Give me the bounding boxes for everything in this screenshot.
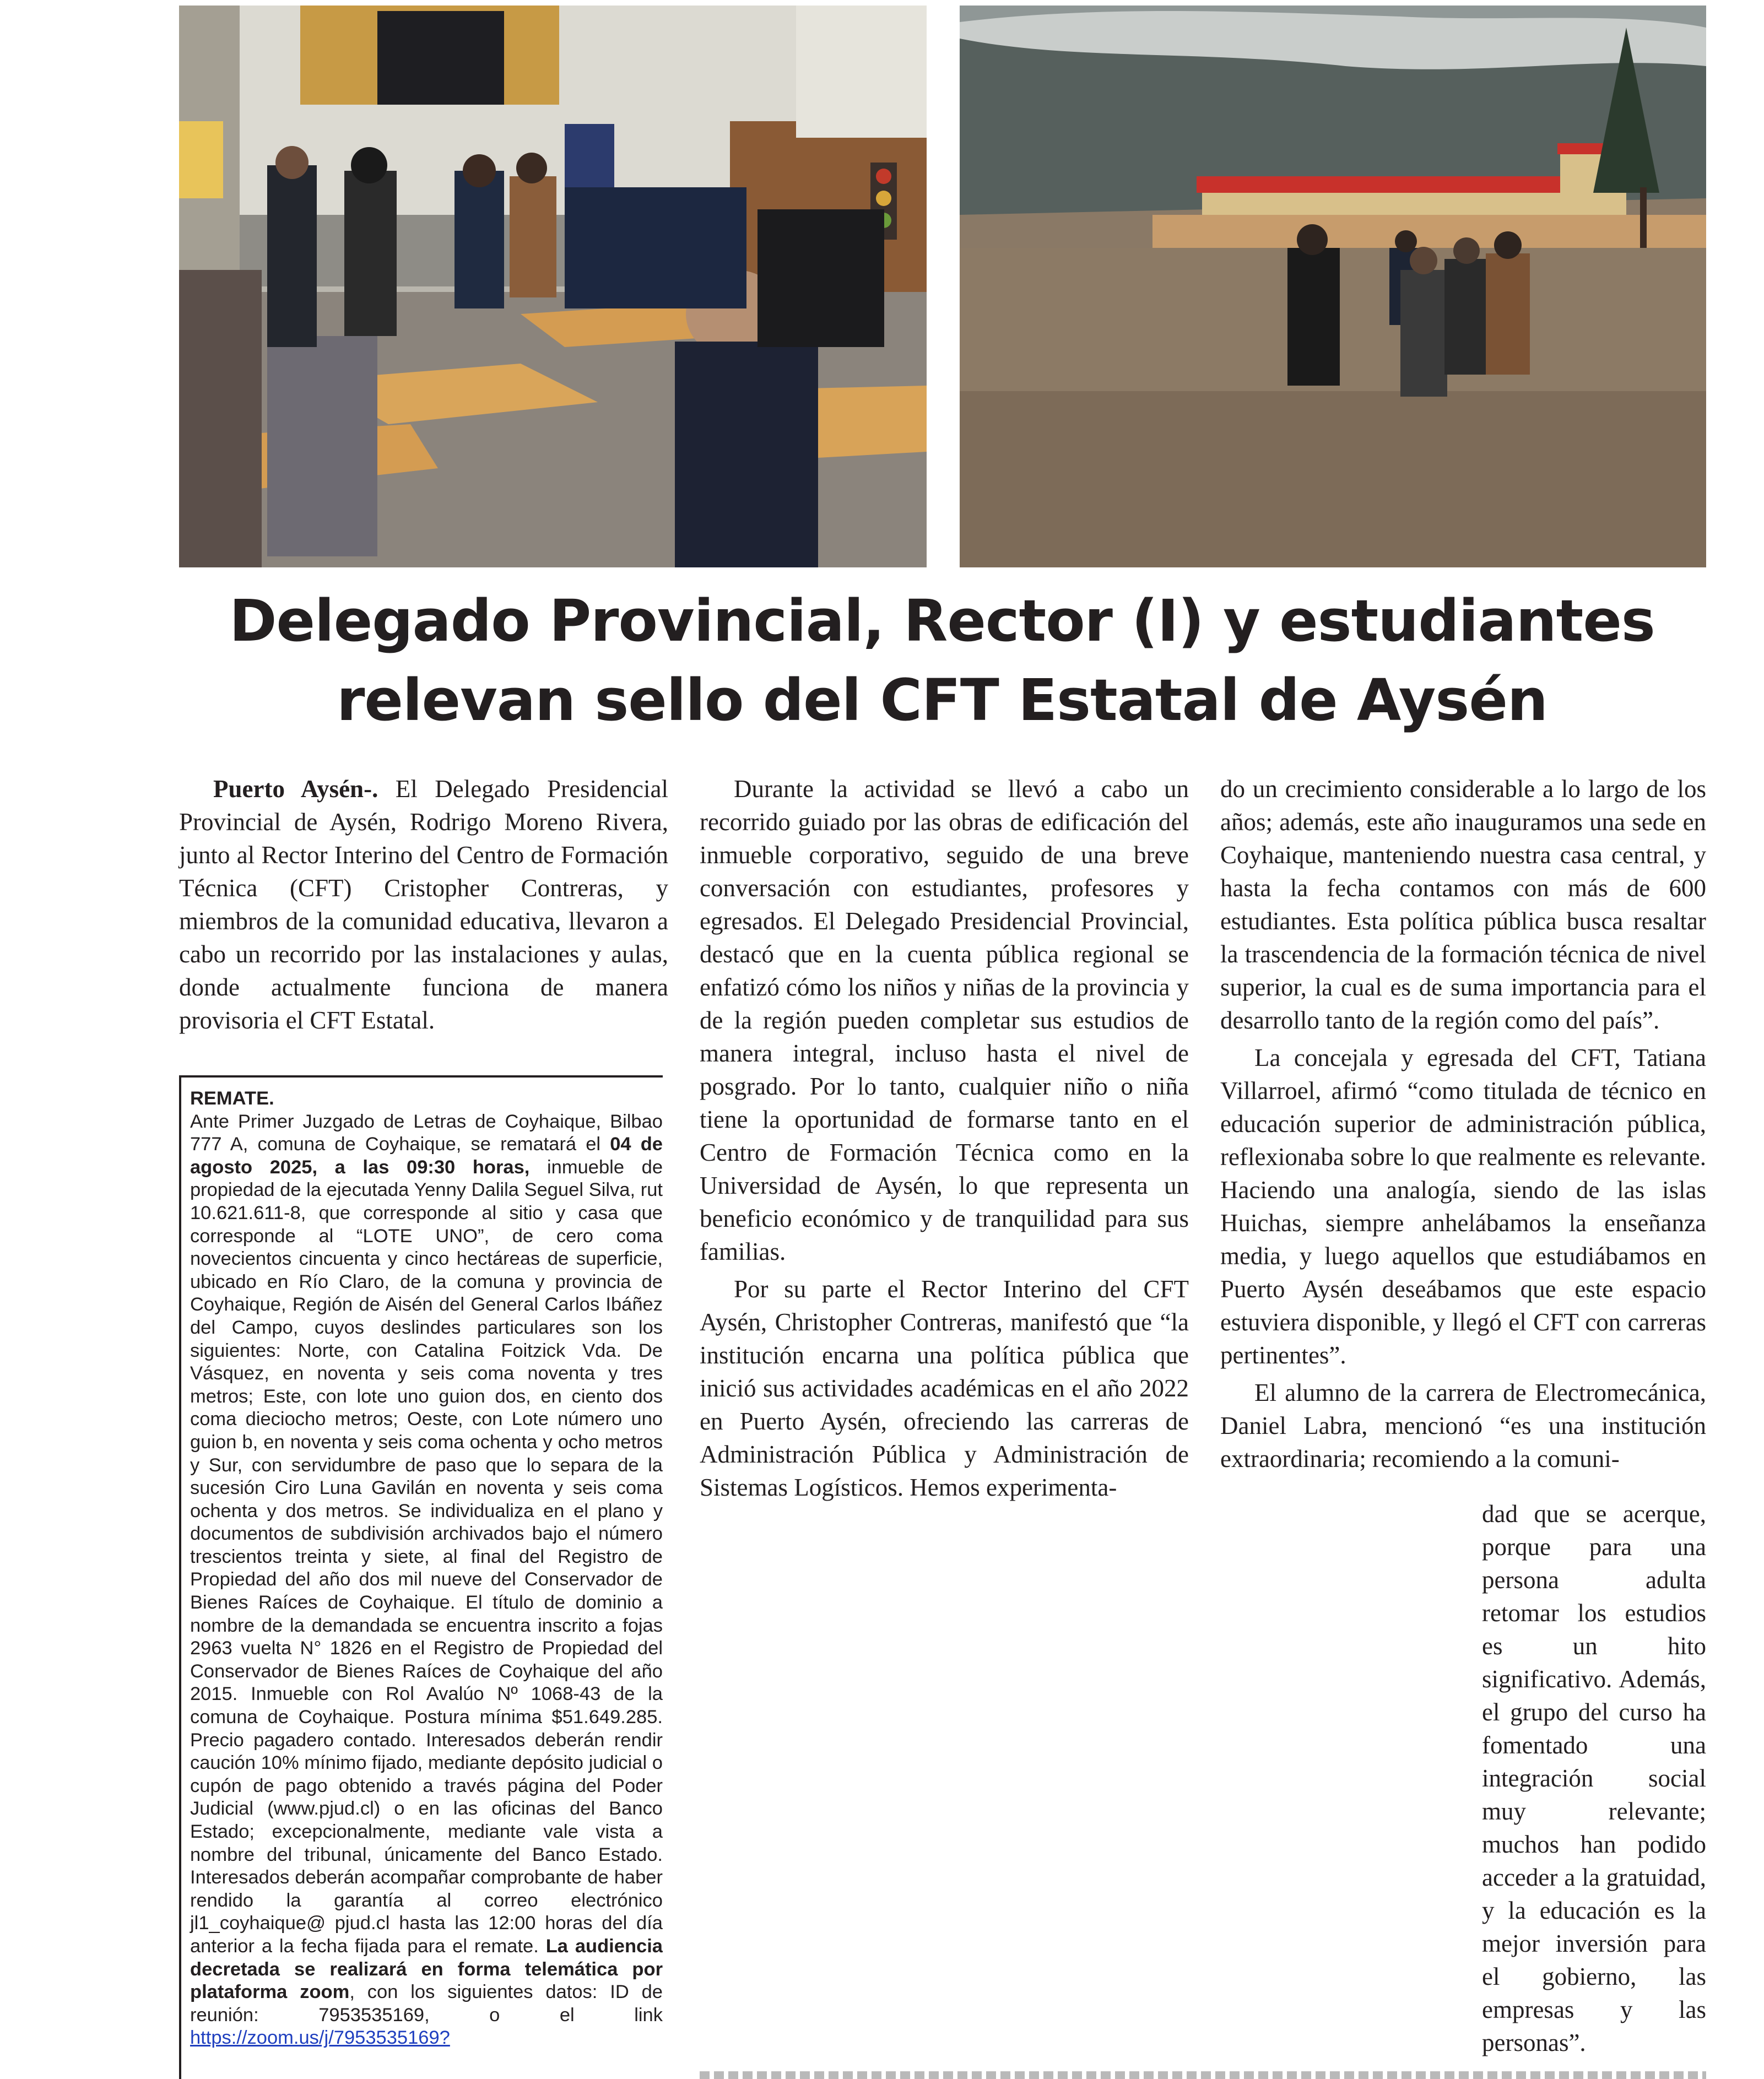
- article-column-3: [1220, 772, 1706, 1475]
- remate-text-3: , con los siguientes datos: ID de reunión: 7953535169, o el link: [190, 1981, 663, 2026]
- article-paragraph: Por su parte el Rector Interino del CFT Aysén, Christopher Contreras, manifestó que “la institución encarna una política pública que inició sus actividades académicas en el año 2022 en Puerto Aysén, ofreciendo las carreras de Administración Pública y Administración de Sistemas Logísticos. Hemos experimenta-: [700, 1275, 1189, 1501]
- photo-classroom: [179, 6, 927, 567]
- classroom-illustration: [179, 6, 927, 567]
- article-paragraph: La concejala y egresada del CFT, Tatiana Villarroel, afirmó “como titulada de técnico en educación superior de administración pública, reflexionaba sobre lo que realmente es relevante. Haciendo una analogía, siendo de las islas Huichas, siempre anhelábamos la enseñanza media, y luego aquellos que estudiábamos en Puerto Aysén deseábamos que este espacio estuviera disponible, y llegó el CFT con carreras pertinentes”.: [1220, 1044, 1706, 1369]
- remate-audiencia: La audiencia decretada se realizará en forma telemática por plataforma zoom: [190, 1935, 663, 2003]
- article-paragraph: dad que se acerque, porque para una persona adulta retomar los estudios es un hito significativo. Además, el grupo del curso ha fomentado una integración social muy relevante; muchos han podido acceder a la gratuidad, y la educación es la mejor inversión para el gobierno, las empresas y las personas”.: [1482, 1500, 1706, 2056]
- site-illustration: [960, 6, 1706, 567]
- headline-line-2: relevan sello del CFT Estatal de Aysén: [337, 667, 1547, 734]
- remate-text-2: inmueble de propiedad de la ejecutada Yenny Dalila Seguel Silva, rut 10.621.611-8, que corresponde al sitio y casa que corresponde al “LOTE UNO”, de cero coma novecientos cincuenta y cinco hectáreas de superficie, ubicado en Río Claro, de la comuna y provincia de Coyhaique, Región de Aisén del General Carlos Ibáñez del Campo, cuyos deslindes particulares son los siguientes: Norte, con Catalina Foitzick Vda. De Vásquez, en noventa y seis coma noventa y tres metros; Este, con lote uno guion dos, en ciento dos coma dieciocho metros; Oeste, con Lote número uno guion b, en noventa y seis coma ochenta y ocho metros y Sur, con servidumbre de paso que lo separa de la sucesión Ciro Luna Gavilán en noventa y seis coma ochenta y dos metros. Se individualiza en el plano y documentos de subdivisión archivados bajo el número trescientos treinta y siete, al final del Registro de Propiedad del año dos mil nueve del Conservador de Bienes Raíces de Coyhaique. El título de dominio a nombre de la demandada se encuentra inscrito a fojas 2963 vuelta N° 1826 en el Registro de Propiedad del Conservador de Bienes Raíces de Coyhaique del año 2015. Inmueble con Rol Avalúo Nº 1068-43 de la comuna de Coyhaique. Postura mínima $51.649.285. Precio pagadero contado. Interesados deberán rendir caución 10% mínimo fijado, mediante depósito judicial o cupón de pago obtenido a través página del Poder Judicial (www.pjud.cl) o en las oficinas del Banco Estado; excepcionalmente, mediante vale vista a nombre del tribunal, únicamente del Banco Estado. Interesados deberán acompañar comprobante de haber rendido la garantía al correo electrónico jl1_coyhaique@ pjud.cl hasta las 12:00 horas del día anterior a la fecha fijada para el remate.: [190, 1156, 663, 1957]
- article-column-3-continued: [1482, 1497, 1706, 2059]
- remate-notice: [179, 1075, 663, 2079]
- dateline: Puerto Aysén-.: [213, 775, 378, 803]
- remate-date: 04 de agosto 2025, a las 09:30 horas,: [190, 1134, 663, 1178]
- paragraph-text: El Delegado Presidencial Provincial de Aysén, Rodrigo Moreno Rivera, junto al Rector Interino del Centro de Formación Técnica (CFT) Cristopher Contreras, y miembros de la comunidad educativa, llevaron a cabo un recorrido por las instalaciones y aulas, donde actualmente funciona de manera provisoria el CFT Estatal.: [179, 775, 669, 1034]
- article-paragraph: do un crecimiento considerable a lo largo de los años; además, este año inauguramos una sede en Coyhaique, manteniendo nuestra casa central, y hasta la fecha contamos con más de 600 estudiantes. Esta política pública busca resaltar la trascendencia de la formación técnica de nivel superior, la cual es de suma importancia para el desarrollo tanto de la región como del país”.: [1220, 775, 1706, 1034]
- photo-construction-site: [960, 6, 1706, 567]
- cut-off-text-row: [700, 2071, 1706, 2079]
- headline: [165, 581, 1719, 740]
- article-paragraph: [179, 772, 668, 1037]
- article-paragraph: El alumno de la carrera de Electromecánica, Daniel Labra, mencionó “es una institución extraordinaria; recomiendo a la comuni-: [1220, 1379, 1706, 1472]
- remate-title: REMATE.: [190, 1088, 274, 1109]
- zoom-link[interactable]: https://zoom.us/j/7953535169?: [190, 2027, 450, 2049]
- remate-text-1: Ante Primer Juzgado de Letras de Coyhaique, Bilbao 777 A, comuna de Coyhaique, se rematará el: [190, 1111, 663, 1155]
- article-column-1: [179, 772, 668, 1037]
- article-paragraph: Durante la actividad se llevó a cabo un recorrido guiado por las obras de edificación del inmueble corporativo, seguido de una breve conversación con estudiantes, profesores y egresados. El Delegado Presidencial Provincial, destacó que en la cuenta pública regional se enfatizó cómo los niños y niñas de la provincia y de la región pueden completar sus estudios de manera integral, incluso hasta el nivel de posgrado. Por lo tanto, cualquier niño o niña tiene la oportunidad de formarse tanto en el Centro de Formación Técnica como en la Universidad de Aysén, lo que representa un beneficio económico y de tranquilidad para sus familias.: [700, 775, 1189, 1265]
- article-column-2: [700, 772, 1189, 1504]
- headline-line-1: Delegado Provincial, Rector (I) y estudiantes: [229, 587, 1655, 654]
